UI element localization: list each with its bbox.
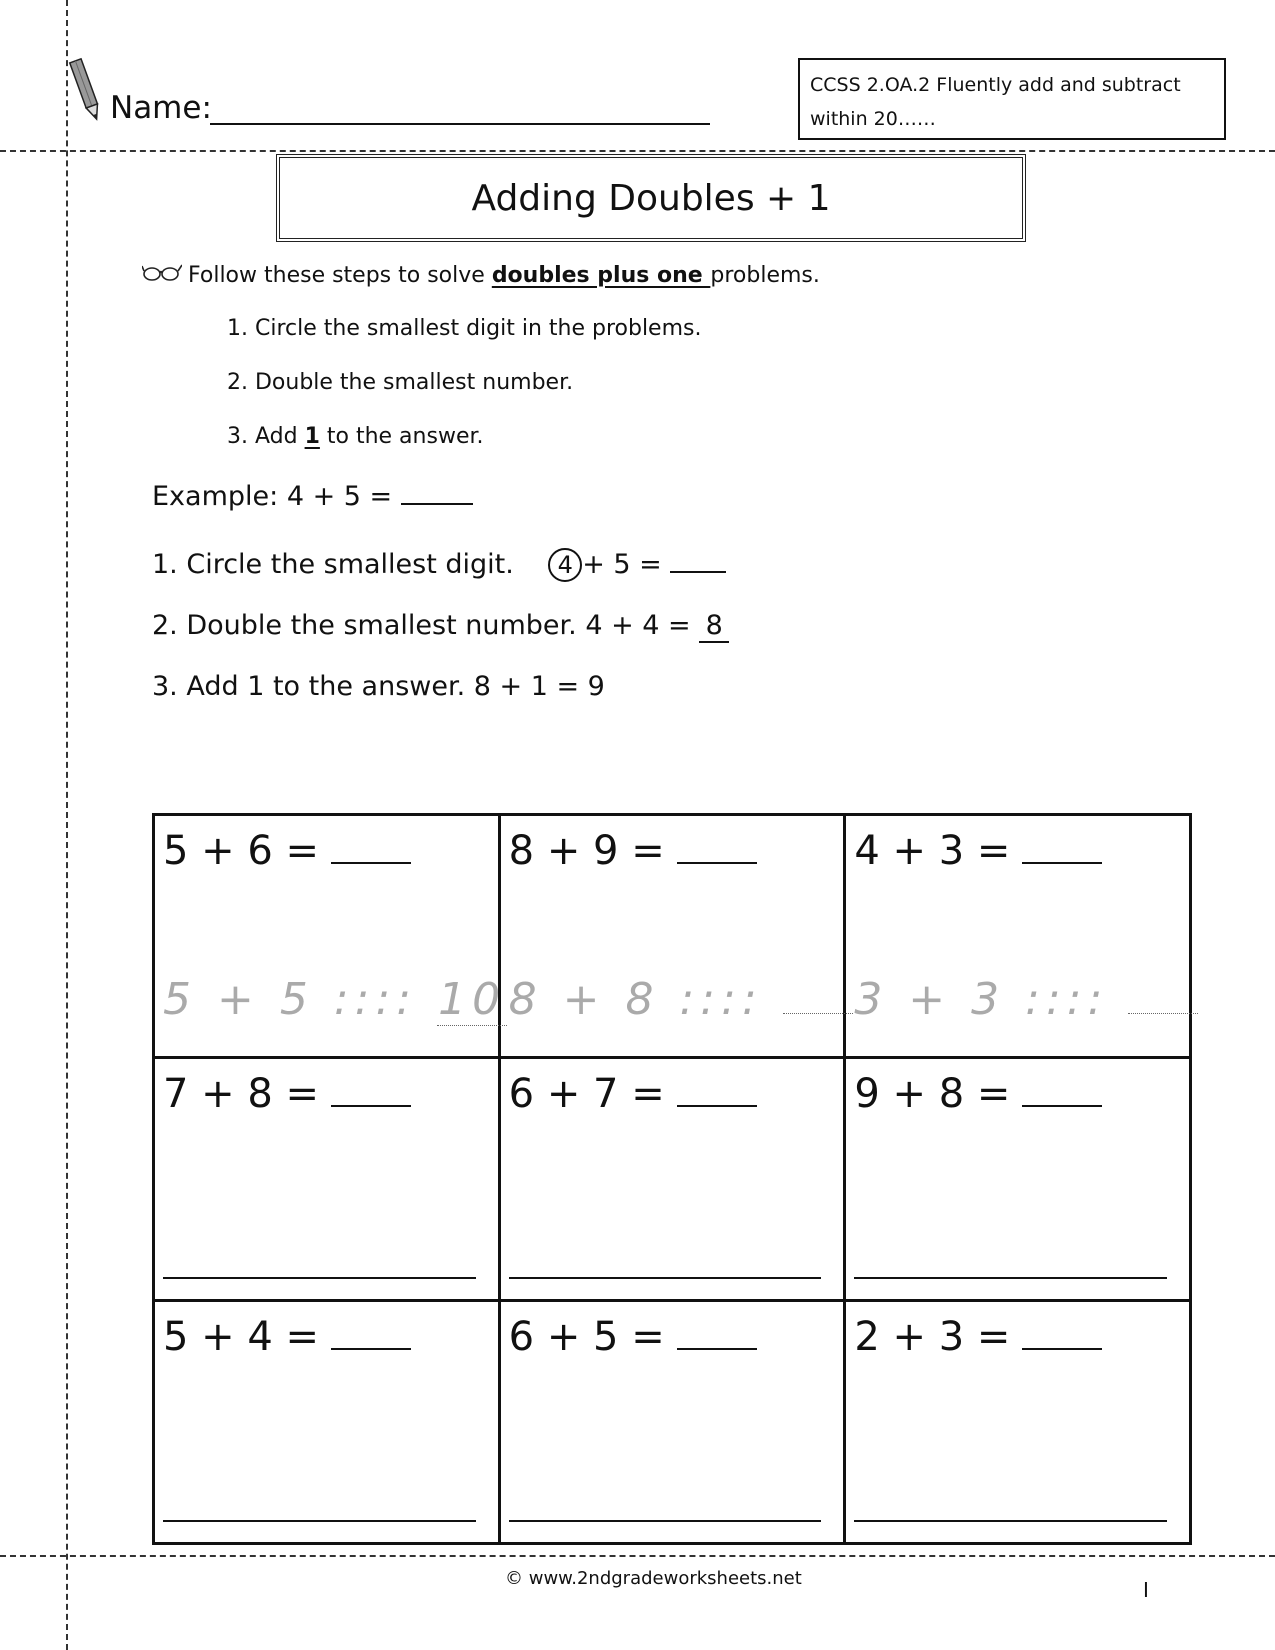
footer-copyright: © www.2ndgradeworksheets.net xyxy=(505,1568,802,1589)
problem-cell xyxy=(845,1058,1191,1301)
question-text: 7 + 8 = xyxy=(163,1071,320,1117)
problem-cell xyxy=(154,1058,500,1301)
answer-blank[interactable] xyxy=(331,1069,411,1107)
tracing-hint xyxy=(163,974,507,1026)
instructions-intro xyxy=(142,262,820,290)
tracing-text: 8 + 8 :::: xyxy=(508,974,763,1025)
question-text: 5 + 6 = xyxy=(163,828,320,874)
example-title xyxy=(152,479,473,512)
question-text: 5 + 4 = xyxy=(163,1314,320,1360)
page-title-text: Adding Doubles + 1 xyxy=(471,177,831,219)
example-step-3: 3. Add 1 to the answer. 8 + 1 = 9 xyxy=(152,671,605,702)
name-field[interactable] xyxy=(210,123,710,125)
problem-grid xyxy=(152,813,1192,1545)
pencil-icon xyxy=(68,55,104,129)
problem-question xyxy=(854,1312,1102,1360)
problem-question xyxy=(509,826,757,874)
example-title-text: Example: 4 + 5 = xyxy=(152,481,401,512)
problem-question xyxy=(163,826,411,874)
example-blank xyxy=(401,479,473,505)
answer-blank[interactable] xyxy=(1022,1069,1102,1107)
problem-question xyxy=(163,1069,411,1117)
answer-blank[interactable] xyxy=(1022,826,1102,864)
step3-after: to the answer. xyxy=(319,424,484,449)
tracing-hint xyxy=(509,974,853,1025)
example-step-2-label: 2. Double the smallest number. 4 + 4 = xyxy=(152,610,700,641)
answer-blank[interactable] xyxy=(677,826,757,864)
circled-digit: 4 xyxy=(548,548,582,582)
answer-blank[interactable] xyxy=(331,826,411,864)
top-cut-line xyxy=(0,150,1275,152)
work-line[interactable] xyxy=(854,1520,1167,1522)
problem-cell xyxy=(499,1058,845,1301)
step3-text: 3. Add xyxy=(227,424,305,449)
work-line[interactable] xyxy=(163,1520,476,1522)
example-step-1 xyxy=(152,547,726,582)
example-step-1-rest: + 5 = xyxy=(582,549,671,580)
bottom-cut-line xyxy=(0,1555,1275,1557)
tracing-answer[interactable] xyxy=(1128,1013,1198,1014)
tracing-answer[interactable] xyxy=(783,1013,853,1014)
question-text: 9 + 8 = xyxy=(854,1071,1011,1117)
problem-question xyxy=(509,1069,757,1117)
glasses-icon xyxy=(142,262,182,290)
intro-emphasis: doubles plus one xyxy=(491,263,711,288)
problem-question xyxy=(163,1312,411,1360)
problem-cell xyxy=(499,1301,845,1544)
step3-number: 1 xyxy=(304,424,320,449)
page-title xyxy=(276,154,1026,242)
example-step-1-blank xyxy=(670,547,726,573)
answer-blank[interactable] xyxy=(331,1312,411,1350)
example-step-2-answer: 8 xyxy=(699,610,729,643)
page-mark: I xyxy=(1143,1578,1149,1602)
question-text: 6 + 7 = xyxy=(508,1071,665,1117)
name-label: Name: xyxy=(110,90,212,126)
problem-cell xyxy=(845,1301,1191,1544)
work-line[interactable] xyxy=(509,1520,822,1522)
intro-text-before: Follow these steps to solve xyxy=(188,263,492,288)
answer-blank[interactable] xyxy=(677,1312,757,1350)
tracing-text: 5 + 5 :::: xyxy=(163,974,418,1025)
left-margin-line xyxy=(66,0,68,1650)
instruction-step-2: 2. Double the smallest number. xyxy=(227,370,574,395)
intro-text-after: problems. xyxy=(710,263,820,288)
problem-question xyxy=(854,1069,1102,1117)
problem-question xyxy=(854,826,1102,874)
problem-cell xyxy=(154,815,507,1058)
work-line[interactable] xyxy=(854,1277,1167,1279)
instruction-step-3 xyxy=(227,424,484,449)
answer-blank[interactable] xyxy=(1022,1312,1102,1350)
standard-box: CCSS 2.OA.2 Fluently add and subtract within 20…… xyxy=(798,58,1226,140)
question-text: 4 + 3 = xyxy=(854,828,1011,874)
problem-question xyxy=(509,1312,757,1360)
tracing-text: 3 + 3 :::: xyxy=(854,974,1109,1025)
problem-cell xyxy=(154,1301,500,1544)
work-line[interactable] xyxy=(509,1277,822,1279)
tracing-answer: 10 xyxy=(438,974,507,1025)
work-line[interactable] xyxy=(163,1277,476,1279)
question-text: 8 + 9 = xyxy=(508,828,665,874)
example-step-2 xyxy=(152,610,729,643)
question-text: 2 + 3 = xyxy=(854,1314,1011,1360)
tracing-hint xyxy=(854,974,1198,1025)
problem-cell xyxy=(499,815,845,1058)
answer-blank[interactable] xyxy=(677,1069,757,1107)
question-text: 6 + 5 = xyxy=(508,1314,665,1360)
instruction-step-1: 1. Circle the smallest digit in the problems. xyxy=(227,316,702,341)
problem-cell xyxy=(845,815,1191,1058)
example-step-1-label: 1. Circle the smallest digit. xyxy=(152,549,514,580)
